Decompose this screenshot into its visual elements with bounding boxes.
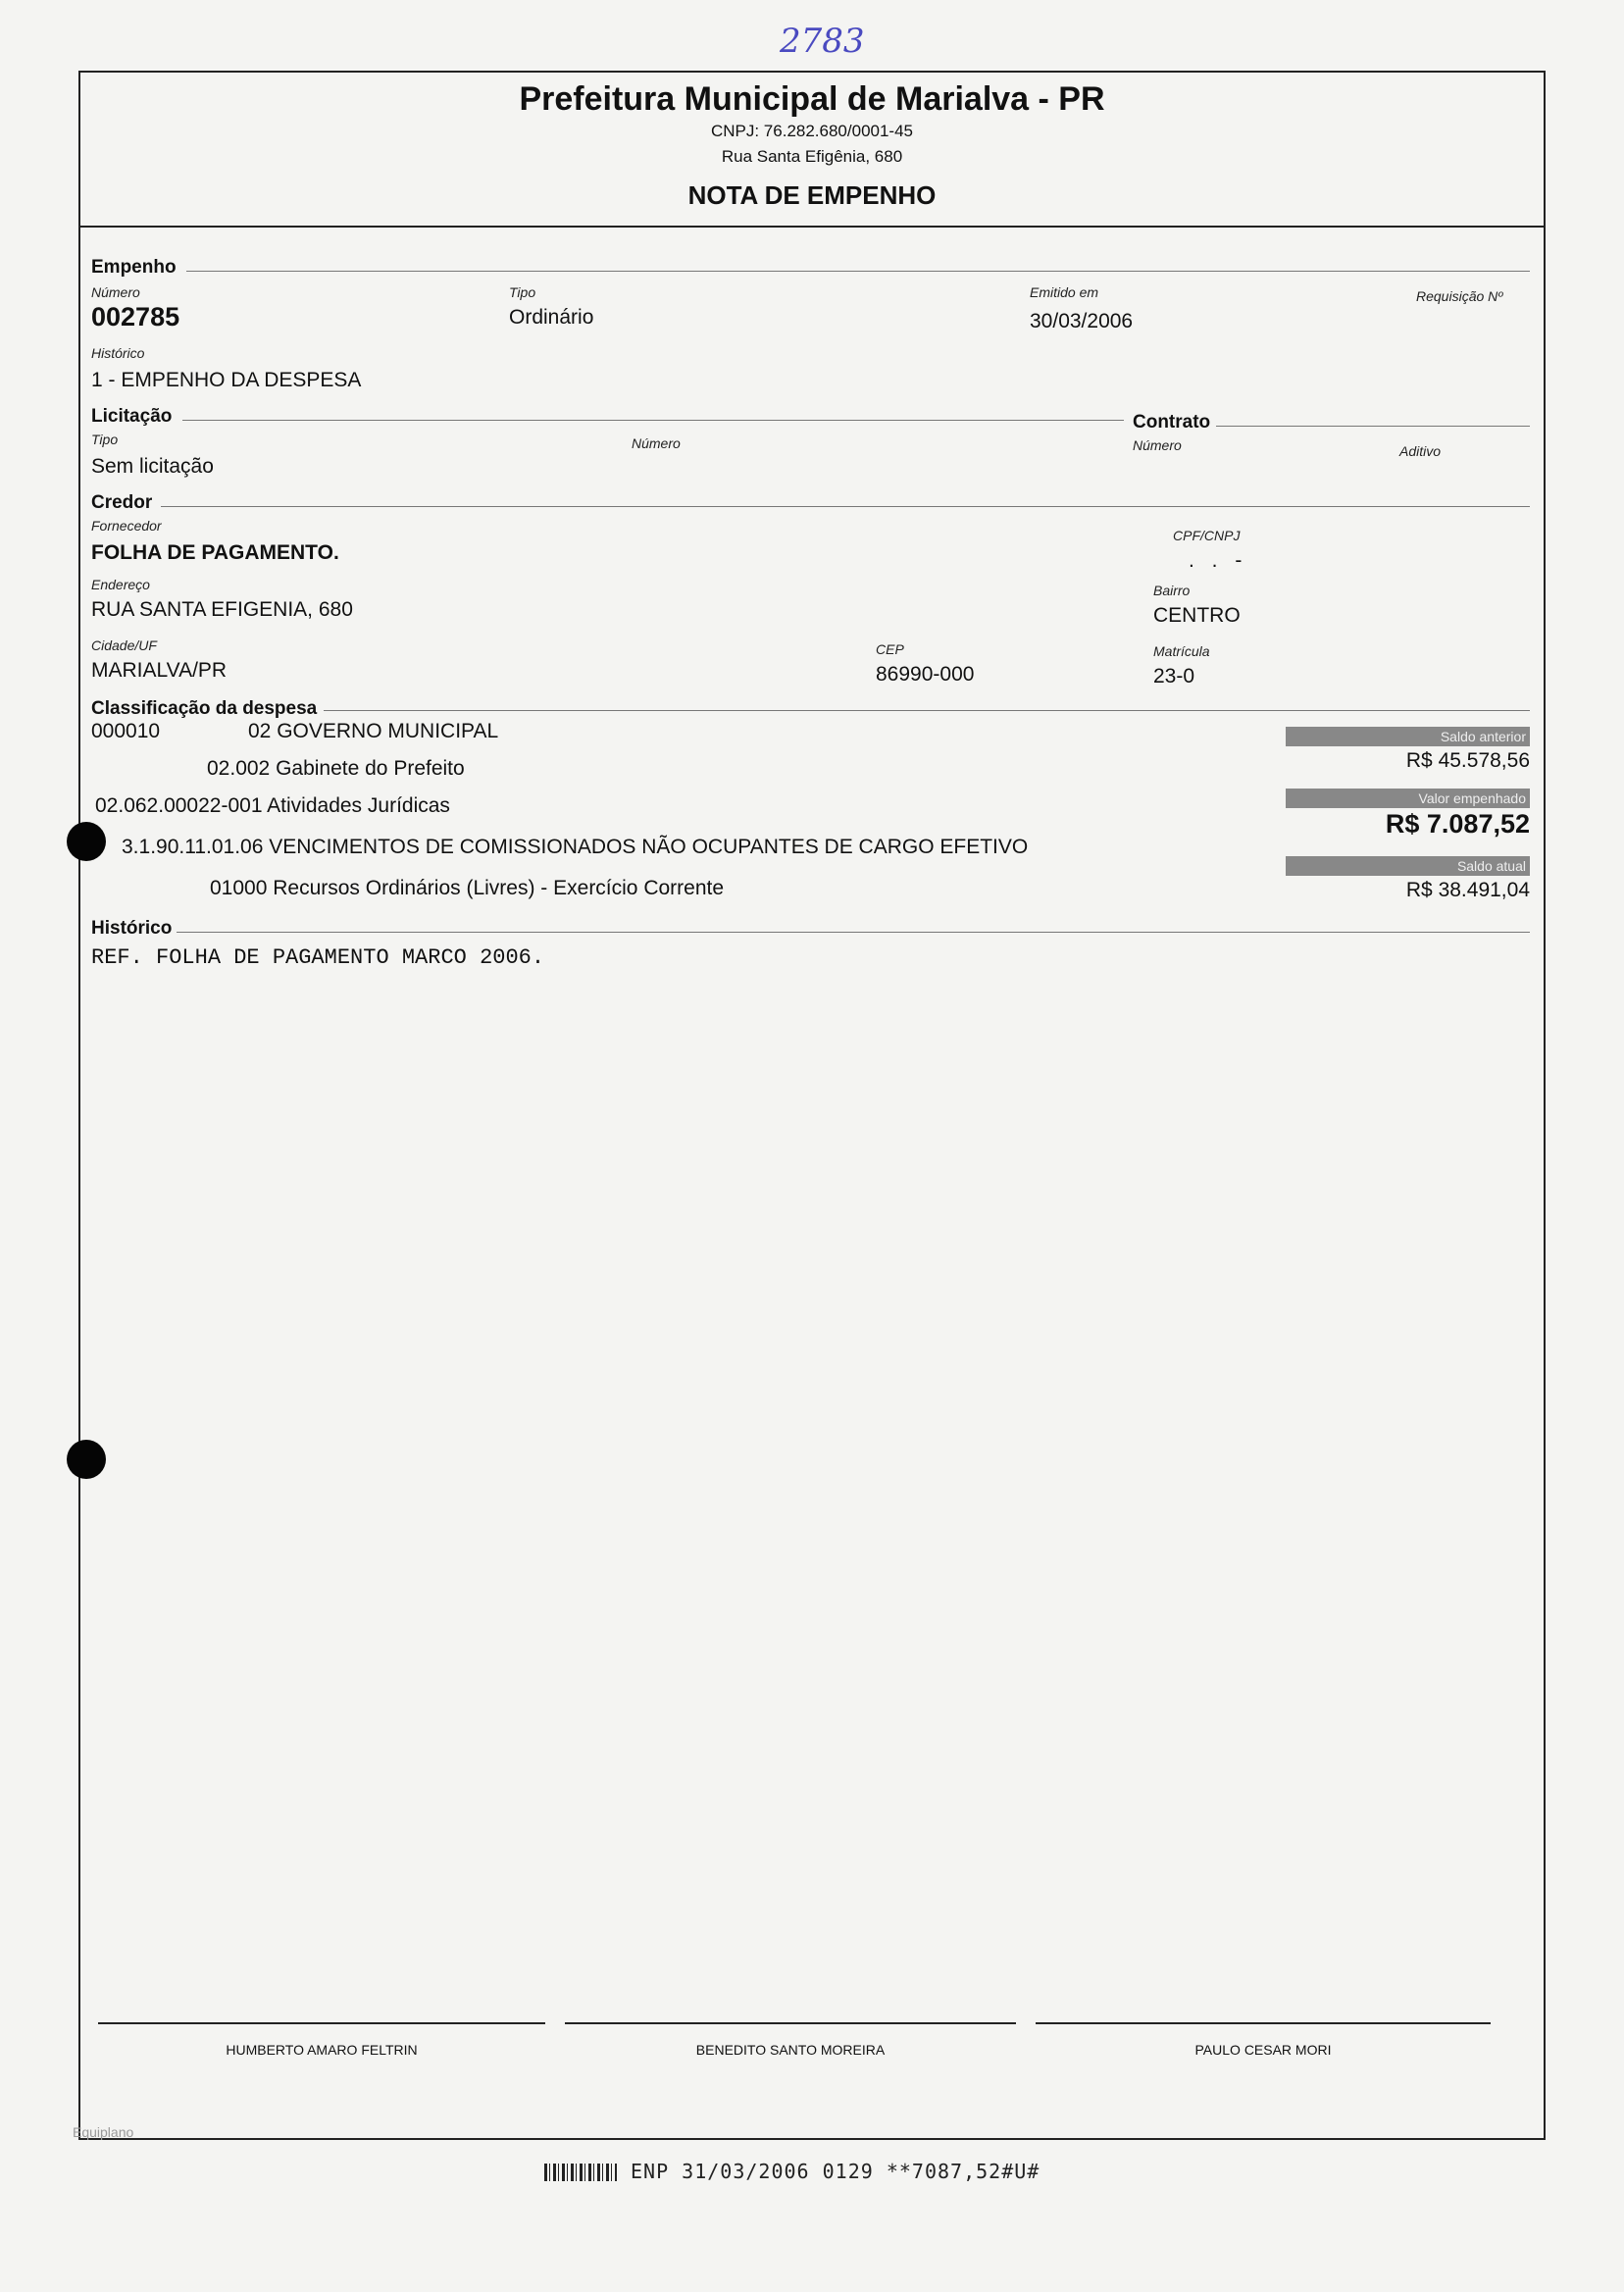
cep-value: 86990-000 <box>876 663 975 686</box>
cidade-label: Cidade/UF <box>91 637 157 653</box>
section-empenho: Empenho <box>91 257 177 278</box>
punch-hole <box>67 1440 106 1479</box>
bairro-value: CENTRO <box>1153 604 1241 627</box>
section-rule <box>182 420 1124 421</box>
cpf-value: . . - <box>1189 549 1248 572</box>
section-credor: Credor <box>91 492 153 513</box>
empenho-numero-label: Número <box>91 284 140 300</box>
matricula-value: 23-0 <box>1153 665 1195 688</box>
emitido-label: Emitido em <box>1030 284 1099 300</box>
fornecedor-value: FOLHA DE PAGAMENTO. <box>91 541 339 564</box>
signature-line <box>98 2022 545 2024</box>
funcional-value: 02.062.00022-001 Atividades Jurídicas <box>95 794 450 817</box>
licitacao-tipo: Sem licitação <box>91 455 214 478</box>
emitido-date: 30/03/2006 <box>1030 310 1134 332</box>
matricula-label: Matrícula <box>1153 643 1210 659</box>
orgao-value: 02 GOVERNO MUNICIPAL <box>248 720 499 742</box>
section-rule <box>324 710 1530 711</box>
address-text: Rua Santa Efigênia, 680 <box>721 147 903 166</box>
saldo-anterior-label: Saldo anterior <box>1286 727 1530 746</box>
barcode-icon <box>544 2164 617 2181</box>
endereco-label: Endereço <box>91 577 150 592</box>
recurso-value: 01000 Recursos Ordinários (Livres) - Exercício Corrente <box>210 877 725 899</box>
section-rule <box>177 932 1530 933</box>
saldo-atual-value: R$ 38.491,04 <box>1405 879 1530 901</box>
unidade-value: 02.002 Gabinete do Prefeito <box>207 757 465 780</box>
empenho-numero: 002785 <box>91 302 180 331</box>
software-name: Equiplano <box>73 2124 134 2140</box>
licitacao-numero-label: Número <box>632 435 681 451</box>
document-title: NOTA DE EMPENHO <box>687 180 937 210</box>
licitacao-tipo-label: Tipo <box>91 432 119 447</box>
section-rule <box>186 271 1530 272</box>
classificacao-code: 000010 <box>91 720 161 742</box>
section-licitacao: Licitação <box>91 406 173 427</box>
section-historico: Histórico <box>91 918 173 939</box>
cpf-label: CPF/CNPJ <box>1173 528 1241 543</box>
machine-stamp: ENP 31/03/2006 0129 **7087,52#U# <box>631 2160 1040 2183</box>
signature-name-3: PAULO CESAR MORI <box>1194 2042 1332 2058</box>
valor-empenhado-value: R$ 7.087,52 <box>1385 809 1530 839</box>
section-rule <box>1216 426 1530 427</box>
header-divider <box>78 226 1546 228</box>
endereco-value: RUA SANTA EFIGENIA, 680 <box>91 598 353 621</box>
contrato-numero-label: Número <box>1133 437 1182 453</box>
fornecedor-label: Fornecedor <box>91 518 162 534</box>
contrato-aditivo-label: Aditivo <box>1399 443 1442 459</box>
punch-hole <box>67 822 106 861</box>
valor-empenhado-label: Valor empenhado <box>1286 789 1530 808</box>
saldo-anterior-value: R$ 45.578,56 <box>1405 749 1530 772</box>
signature-name-2: BENEDITO SANTO MOREIRA <box>695 2042 886 2058</box>
signature-name-1: HUMBERTO AMARO FELTRIN <box>226 2042 418 2058</box>
cidade-value: MARIALVA/PR <box>91 659 228 682</box>
empenho-historico: 1 - EMPENHO DA DESPESA <box>91 369 362 391</box>
section-contrato: Contrato <box>1133 412 1211 433</box>
bairro-label: Bairro <box>1153 583 1191 598</box>
cnpj-text: CNPJ: 76.282.680/0001-45 <box>710 122 914 140</box>
empenho-tipo-label: Tipo <box>509 284 536 300</box>
section-rule <box>161 506 1530 507</box>
section-classificacao: Classificação da despesa <box>91 698 318 719</box>
signature-line <box>565 2022 1016 2024</box>
handwritten-number: 2783 <box>780 22 865 61</box>
saldo-atual-label: Saldo atual <box>1286 856 1530 876</box>
empenho-historico-label: Histórico <box>91 345 145 361</box>
historico-text: REF. FOLHA DE PAGAMENTO MARCO 2006. <box>91 945 545 970</box>
cep-label: CEP <box>876 641 904 657</box>
signature-line <box>1036 2022 1491 2024</box>
requisicao-label: Requisição Nº <box>1416 288 1503 304</box>
natureza-value: 3.1.90.11.01.06 VENCIMENTOS DE COMISSIONADOS NÃO OCUPANTES DE CARGO EFETIVO <box>122 836 1029 858</box>
empenho-tipo: Ordinário <box>509 306 594 329</box>
municipality-title: Prefeitura Municipal de Marialva - PR <box>519 80 1105 118</box>
